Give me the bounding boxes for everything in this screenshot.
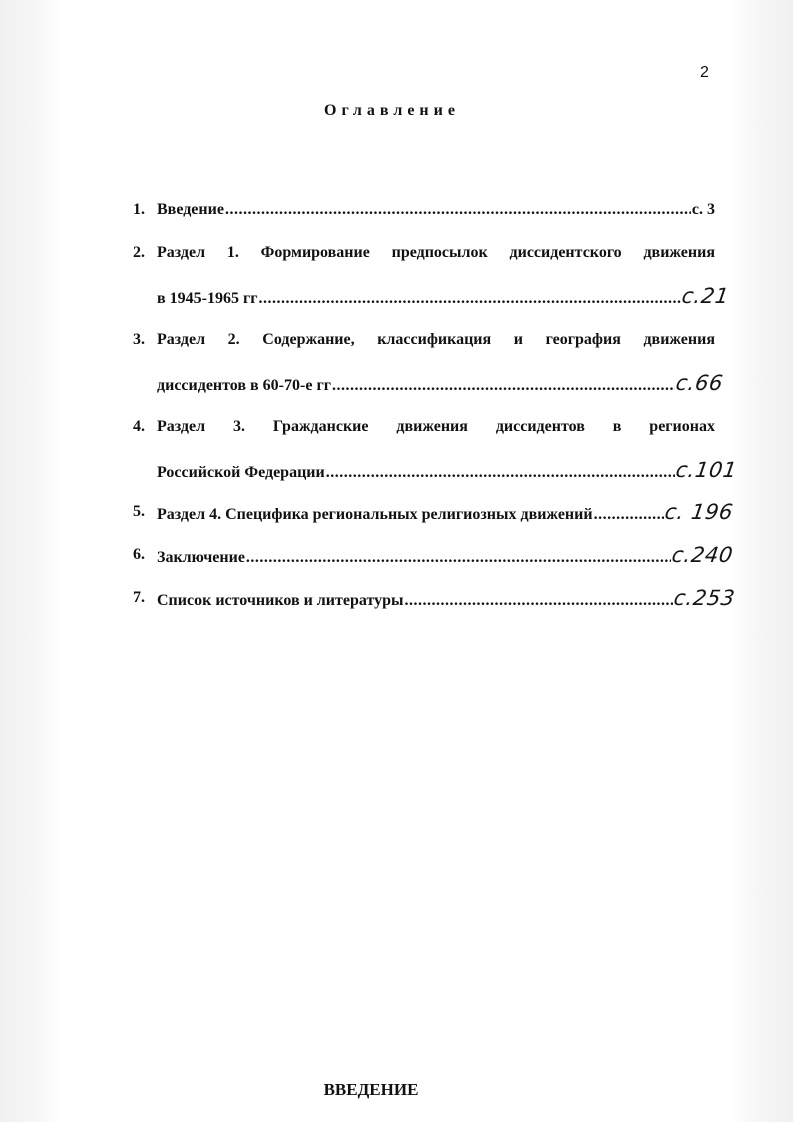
toc-entry-page-handwritten: с.101: [674, 458, 739, 482]
leader-dots: [246, 548, 671, 568]
toc-entry-page-handwritten: с.253: [672, 586, 737, 610]
toc-entry-page-handwritten: с. 196: [663, 500, 735, 524]
toc-entry-title: Заключение: [157, 549, 245, 566]
toc-entry: [133, 330, 725, 395]
toc-entry-title: Раздел 3. Гражданские движения диссидентов в регионах: [157, 418, 715, 435]
toc-entry-title: Раздел 1. Формирование предпосылок диссидентского движения: [157, 244, 715, 261]
toc-entry: [133, 502, 733, 524]
leader-dots: [259, 289, 682, 309]
leader-dots: [326, 463, 675, 483]
toc-entry-number: 4.: [133, 418, 145, 435]
toc-title: Оглавление: [324, 102, 460, 119]
toc-entry-title-cont: Российской Федерации: [157, 464, 325, 481]
scan-edge-right: [731, 0, 793, 1122]
toc-entry-page-handwritten: с.66: [674, 371, 725, 395]
toc-entry: [133, 586, 737, 610]
toc-entry-title-cont: диссидентов в 60-70-е гг: [157, 377, 331, 394]
toc-entry-title: Раздел 4. Специфика региональных религиозных движений: [157, 506, 593, 523]
toc-entry-number: 6.: [133, 546, 145, 563]
toc-entry: [133, 545, 733, 567]
toc-entry: [133, 243, 731, 308]
toc-entry: [133, 417, 739, 482]
leader-dots: [404, 591, 673, 611]
leader-dots: [225, 200, 691, 220]
leader-dots: [594, 505, 664, 525]
toc-entry-number: 2.: [133, 244, 145, 261]
toc-entry-title: Список источников и литературы: [157, 592, 404, 609]
toc-entry: [133, 200, 715, 222]
toc-entry-title: Введение: [157, 201, 224, 218]
toc-entry-title: Раздел 2. Содержание, классификация и география движения: [157, 331, 715, 348]
leader-dots: [332, 376, 675, 396]
scan-edge-left: [0, 0, 62, 1122]
toc-entry-number: 1.: [133, 201, 145, 218]
toc-entry-number: 7.: [133, 589, 145, 606]
toc-entry-page-handwritten: с.240: [670, 543, 735, 567]
toc-entry-number: 3.: [133, 331, 145, 348]
toc-entry-title-cont: в 1945-1965 гг: [157, 290, 258, 307]
toc-entry-number: 5.: [133, 503, 145, 520]
next-section-heading: ВВЕДЕНИЕ: [323, 1080, 419, 1099]
page-number: 2: [700, 64, 709, 81]
toc-entry-page: с. 3: [691, 201, 715, 218]
toc-entry-page-handwritten: с.21: [680, 284, 731, 308]
